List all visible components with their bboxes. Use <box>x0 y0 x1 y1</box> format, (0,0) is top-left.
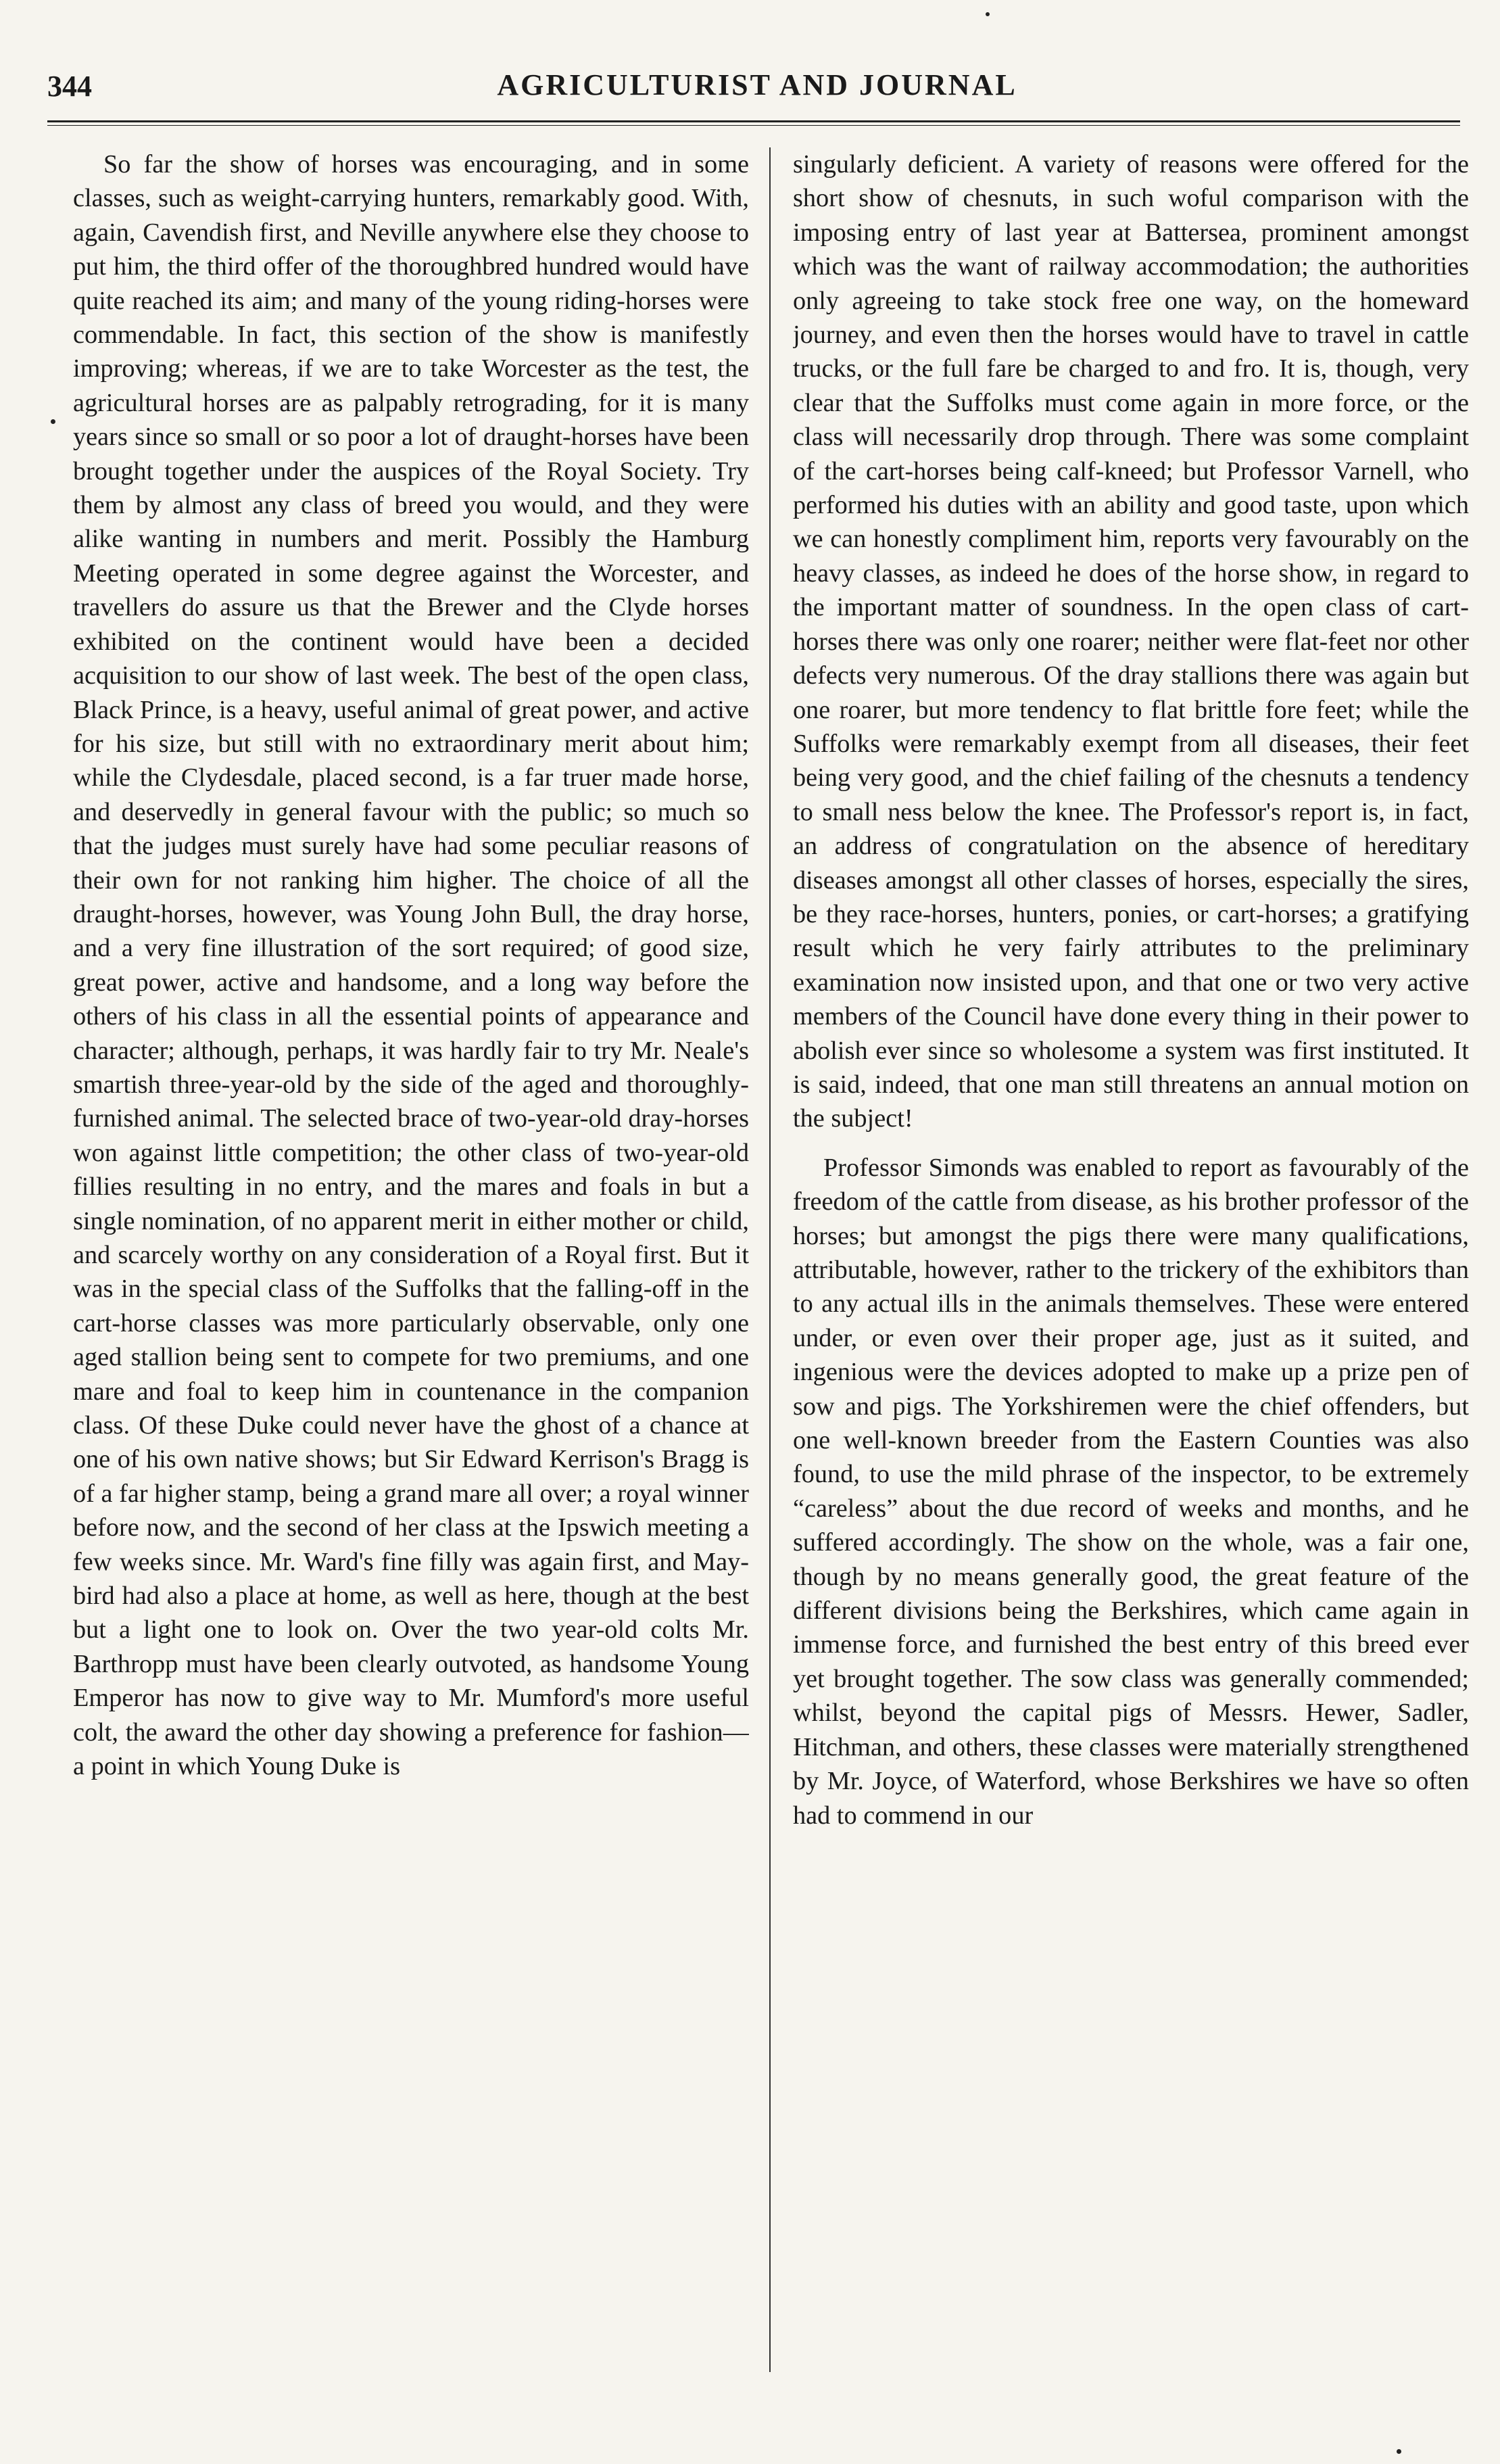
ink-mark <box>1397 2449 1401 2454</box>
ink-mark <box>51 419 55 424</box>
header-rule <box>47 120 1460 126</box>
column-divider <box>769 147 771 2372</box>
right-column <box>793 147 1469 2419</box>
paragraph: Professor Simonds was enabled to report as favourably of the freedom of the cattle from disease, as his brother professor of the horses; but amongst the pigs there were many qualifications, attributable, however, rather to the trickery of the exhibitors than to any actual ills in the animals themselves. These were entered under, or even over their proper age, just as it suited, and ingenious were the devices adopted to make up a prize pen of sow and pigs. The Yorkshiremen were the chief offenders, but one well-known breeder from the Eastern Counties was also found, to use the mild phrase of the inspector, to be extremely “careless” about the due record of weeks and months, and he suffered accordingly. The show on the whole, was a fair one, though by no means generally good, the great feature of the different divisions being the Berkshires, which came again in immense force, and furnished the best entry of this breed ever yet brought together. The sow class was generally commended; whilst, beyond the capital pigs of Messrs. Hewer, Sadler, Hitchman, and others, these classes were materially strengthened by Mr. Joyce, of Waterford, whose Berkshires we have so often had to commend in our <box>793 1153 1469 1830</box>
ink-mark <box>986 12 990 16</box>
paragraph: singularly deficient. A variety of reasons were offered for the short show of chesnuts, in such woful comparison with the imposing entry of last year at Battersea, prominent amongst which was the want of railway accommodation; the authorities only agreeing to take stock free one way, on the homeward journey, and even then the horses would have to travel in cattle trucks, or the full fare be charged to and fro. It is, though, very clear that the Suffolks must come again in more force, or the class will necessarily drop through. There was some complaint of the cart-horses being calf-kneed; but Professor Varnell, who performed his duties with an ability and good taste, upon which we can honestly compliment him, reports very favourably on the heavy classes, as indeed he does of the horse show, in regard to the important matter of soundness. In the open class of cart-horses there was only one roarer; neither were flat-feet nor other defects very numerous. Of the dray stallions there was again but one roarer, but more tendency to flat brittle fore feet; while the Suffolks were remarkably exempt from all diseases, their feet being very good, and the chief failing of the chesnuts a tendency to small ness below the knee. The Professor's report is, in fact, an address of congratulation on the absence of hereditary diseases amongst all other classes of horses, especially the sires, be they race-horses, hunters, ponies, or cart-horses; a gratifying result which he very fairly attributes to the preliminary examination now insisted upon, and that one or two very active members of the Council have done every thing in their power to abolish ever since so wholesome a system was first instituted. It is said, indeed, that one man still threatens an annual motion on the subject! <box>793 150 1469 1133</box>
page-header <box>47 62 1467 110</box>
page-number: 344 <box>47 70 92 103</box>
left-column <box>73 147 749 2419</box>
running-title: AGRICULTURIST AND JOURNAL <box>497 68 1017 101</box>
paragraph: So far the show of horses was encouraging, and in some classes, such as weight-carrying hunters, remarkably good. With, again, Cavendish first, and Neville anywhere else they choose to put him, the third offer of the thoroughbred hundred would have quite reached its aim; and many of the young riding-horses were commendable. In fact, this section of the show is manifestly improving; whereas, if we are to take Worcester as the test, the agricultural horses are as palpably retrograding, for it is many years since so small or so poor a lot of draught-horses have been brought together under the auspices of the Royal Society. Try them by almost any class of breed you would, and they were alike wanting in numbers and merit. Possibly the Hamburg Meeting operated in some degree against the Worcester, and travellers do assure us that the Brewer and the Clyde horses exhibited on the continent would have been a decided acquisition to our show of last week. The best of the open class, Black Prince, is a heavy, useful animal of great power, and active for his size, but still with no extraordinary merit about him; while the Clydesdale, placed second, is a far truer made horse, and deservedly in general favour with the public; so much so that the judges must surely have had some peculiar reasons of their own for not ranking him higher. The choice of all the draught-horses, however, was Young John Bull, the dray horse, and a very fine illustration of the sort required; of good size, great power, active and handsome, and a long way before the others of his class in all the essential points of appearance and character; although, perhaps, it was hardly fair to try Mr. Neale's smartish three-year-old by the side of the aged and thoroughly-furnished animal. The selected brace of two-year-old dray-horses won against little competition; the other class of two-year-old fillies resulting in no entry, and the mares and foals in but a single nomination, of no apparent merit in either mother or child, and scarcely worthy on any consideration of a Royal first. But it was in the special class of the Suffolks that the falling-off in the cart-horse classes was more particularly observable, only one aged stallion being sent to compete for two premiums, and one mare and foal to keep him in countenance in the companion class. Of these Duke could never have the ghost of a chance at one of his own native shows; but Sir Edward Kerrison's Bragg is of a far higher stamp, being a grand mare all over; a royal winner before now, and the second of her class at the Ipswich meeting a few weeks since. Mr. Ward's fine filly was again first, and May-bird had also a place at home, as well as here, though at the best but a light one to look on. Over the two year-old colts Mr. Barthropp must have been clearly outvoted, as handsome Young Emperor has now to give way to Mr. Mumford's more useful colt, the award the other day showing a preference for fashion—a point in which Young Duke is <box>73 150 749 1781</box>
